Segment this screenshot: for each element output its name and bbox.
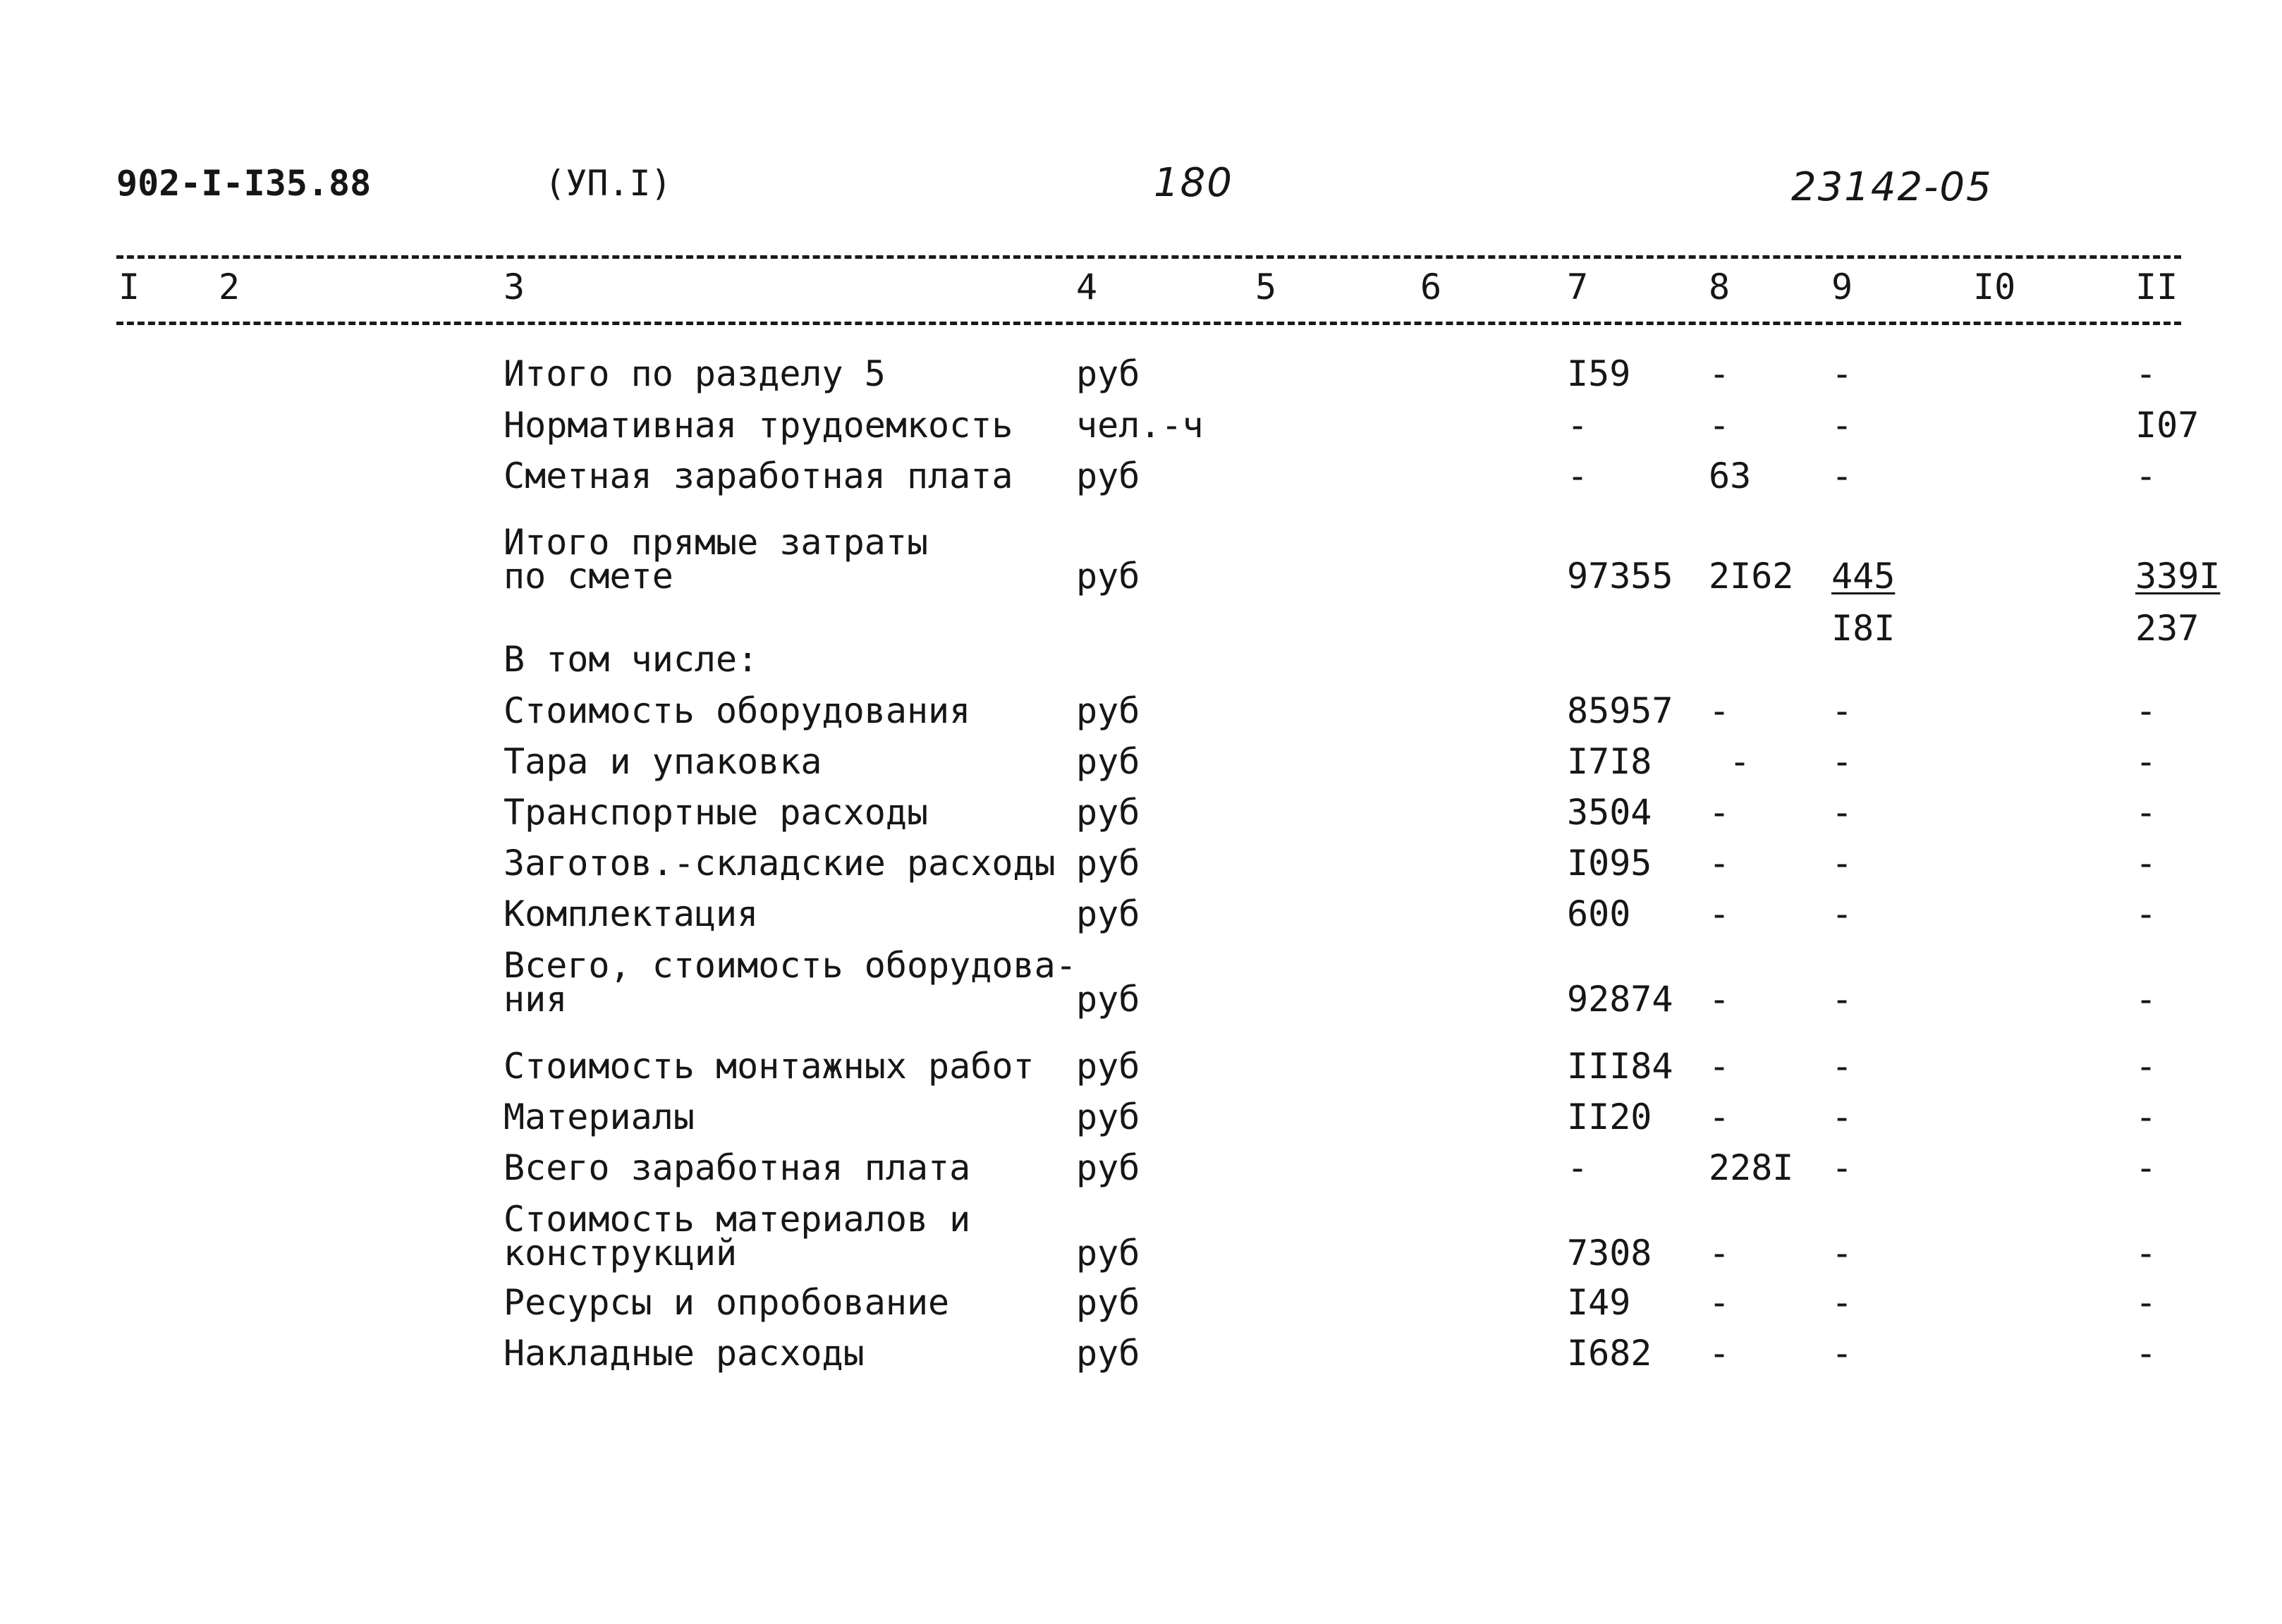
row-label: Всего заработная плата [504, 1147, 971, 1188]
row-unit: руб [1076, 1333, 1140, 1374]
cell-col8: - [1709, 1046, 1731, 1087]
cell-col9: - [1831, 1333, 1853, 1374]
row-label: Нормативная трудоемкость [504, 405, 1013, 446]
cell-col7: I49 [1567, 1282, 1631, 1323]
col-header-9: 9 [1831, 267, 1853, 307]
col-header-4: 4 [1076, 267, 1098, 307]
cell-col9: - [1831, 843, 1853, 884]
cell-col9: - [1831, 893, 1853, 934]
cell-col8: - [1709, 979, 1731, 1020]
cell-col11: - [2135, 979, 2157, 1020]
cell-col8: - [1709, 843, 1731, 884]
col-header-5: 5 [1255, 267, 1277, 307]
cell-col7: 97355 [1567, 556, 1673, 597]
row-label-line1: Стоимость материалов и [504, 1199, 971, 1240]
doc-code: 902-I-I35.88 [116, 163, 372, 204]
cell-col9: 445 [1831, 556, 1896, 597]
row-unit: руб [1076, 792, 1140, 833]
cell-col9: - [1831, 405, 1853, 446]
cell-col7: 92874 [1567, 979, 1673, 1020]
cell-col8: - [1709, 1097, 1731, 1137]
row-unit: руб [1076, 690, 1140, 731]
section-label: (УП.I) [544, 163, 672, 204]
cell-col9: - [1831, 979, 1853, 1020]
col-header-6: 6 [1420, 267, 1442, 307]
cell-col11: - [2135, 1333, 2157, 1374]
cell-col9: - [1831, 1147, 1853, 1188]
row-unit: руб [1076, 1097, 1140, 1137]
cell-col9: - [1831, 741, 1853, 782]
col-header-10: I0 [1973, 267, 2016, 307]
row-label: Материалы [504, 1097, 695, 1137]
col-header-11: II [2135, 267, 2178, 307]
cell-col11: - [2135, 690, 2157, 731]
cell-col11: - [2135, 893, 2157, 934]
cell-col7: - [1567, 405, 1589, 446]
row-unit: руб [1076, 979, 1140, 1020]
row-unit: руб [1076, 556, 1140, 597]
cell-col7: 3504 [1567, 792, 1652, 833]
cell-col9: - [1831, 353, 1853, 394]
cell-col9: - [1831, 690, 1853, 731]
cell-col7: I7I8 [1567, 741, 1652, 782]
cell-col7: 7308 [1567, 1233, 1652, 1274]
cell-col11-sub: 237 [2135, 608, 2199, 649]
cell-col7: 600 [1567, 893, 1631, 934]
cell-col8: - [1709, 1233, 1731, 1274]
row-unit: руб [1076, 353, 1140, 394]
archive-number: 23142-05 [1791, 164, 1993, 210]
col-header-1: I [118, 267, 140, 307]
row-label: В том числе: [504, 639, 759, 680]
cell-col9: - [1831, 792, 1853, 833]
bottom-dashed-rule [116, 322, 2181, 325]
row-label: Стоимость монтажных работ [504, 1046, 1035, 1087]
cell-col9: - [1831, 1233, 1853, 1274]
row-unit: руб [1076, 1147, 1140, 1188]
cell-col11: - [2135, 1097, 2157, 1137]
row-unit: руб [1076, 893, 1140, 934]
page-number: 180 [1154, 160, 1233, 206]
cell-col8: - [1709, 893, 1731, 934]
cell-col7: 85957 [1567, 690, 1673, 731]
row-label: Сметная заработная плата [504, 456, 1013, 496]
row-label: Тара и упаковка [504, 741, 822, 782]
cell-col8: 2I62 [1709, 556, 1794, 597]
col-header-3: 3 [504, 267, 525, 307]
cell-col11: - [2135, 1147, 2157, 1188]
cell-col11: - [2135, 1046, 2157, 1087]
cell-col11: - [2135, 456, 2157, 496]
row-unit: руб [1076, 1282, 1140, 1323]
row-unit: руб [1076, 456, 1140, 496]
cell-col8: 228I [1709, 1147, 1794, 1188]
cell-col8: - [1709, 353, 1731, 394]
cell-col9: - [1831, 456, 1853, 496]
cell-col7: I095 [1567, 843, 1652, 884]
row-label: Стоимость оборудования [504, 690, 971, 731]
cell-col7: III84 [1567, 1046, 1673, 1087]
cell-col8: - [1709, 1333, 1731, 1374]
row-label: Ресурсы и опробование [504, 1282, 950, 1323]
row-unit: руб [1076, 843, 1140, 884]
col-header-8: 8 [1709, 267, 1731, 307]
cell-col11: - [2135, 741, 2157, 782]
cell-col7: - [1567, 1147, 1589, 1188]
cell-col7: II20 [1567, 1097, 1652, 1137]
cell-col11: - [2135, 1233, 2157, 1274]
row-label-line1: Итого прямые затраты [504, 522, 929, 563]
row-unit: чел.-ч [1076, 405, 1204, 446]
cell-col7: - [1567, 456, 1589, 496]
cell-col8: - [1709, 690, 1731, 731]
cell-col9: - [1831, 1046, 1853, 1087]
row-label: Накладные расходы [504, 1333, 865, 1374]
cell-col11: - [2135, 843, 2157, 884]
row-unit: руб [1076, 741, 1140, 782]
cell-col9-sub: I8I [1831, 608, 1896, 649]
cell-col11: I07 [2135, 405, 2199, 446]
cell-col11: 339I [2135, 556, 2221, 597]
row-label-line1: Всего, стоимость оборудова- [504, 945, 1077, 986]
row-label: Транспортные расходы [504, 792, 929, 833]
cell-col7: I682 [1567, 1333, 1652, 1374]
col-header-2: 2 [219, 267, 240, 307]
row-unit: руб [1076, 1233, 1140, 1274]
row-label: Заготов.-складские расходы [504, 843, 1056, 884]
cell-col8: - [1709, 1282, 1731, 1323]
col-header-7: 7 [1567, 267, 1589, 307]
cell-col11: - [2135, 1282, 2157, 1323]
cell-col8: 63 [1709, 456, 1752, 496]
row-label: Итого по разделу 5 [504, 353, 886, 394]
top-dashed-rule [116, 255, 2181, 259]
cell-col11: - [2135, 792, 2157, 833]
cell-col9: - [1831, 1282, 1853, 1323]
cell-col11: - [2135, 353, 2157, 394]
cell-col8: - [1709, 405, 1731, 446]
cell-col8: - [1729, 741, 1751, 782]
row-unit: руб [1076, 1046, 1140, 1087]
row-label-line2: ния [504, 979, 568, 1020]
row-label: Комплектация [504, 893, 759, 934]
cell-col7: I59 [1567, 353, 1631, 394]
row-label-line2: по смете [504, 556, 673, 597]
row-label-line2: конструкций [504, 1233, 738, 1274]
cell-col9: - [1831, 1097, 1853, 1137]
cell-col8: - [1709, 792, 1731, 833]
